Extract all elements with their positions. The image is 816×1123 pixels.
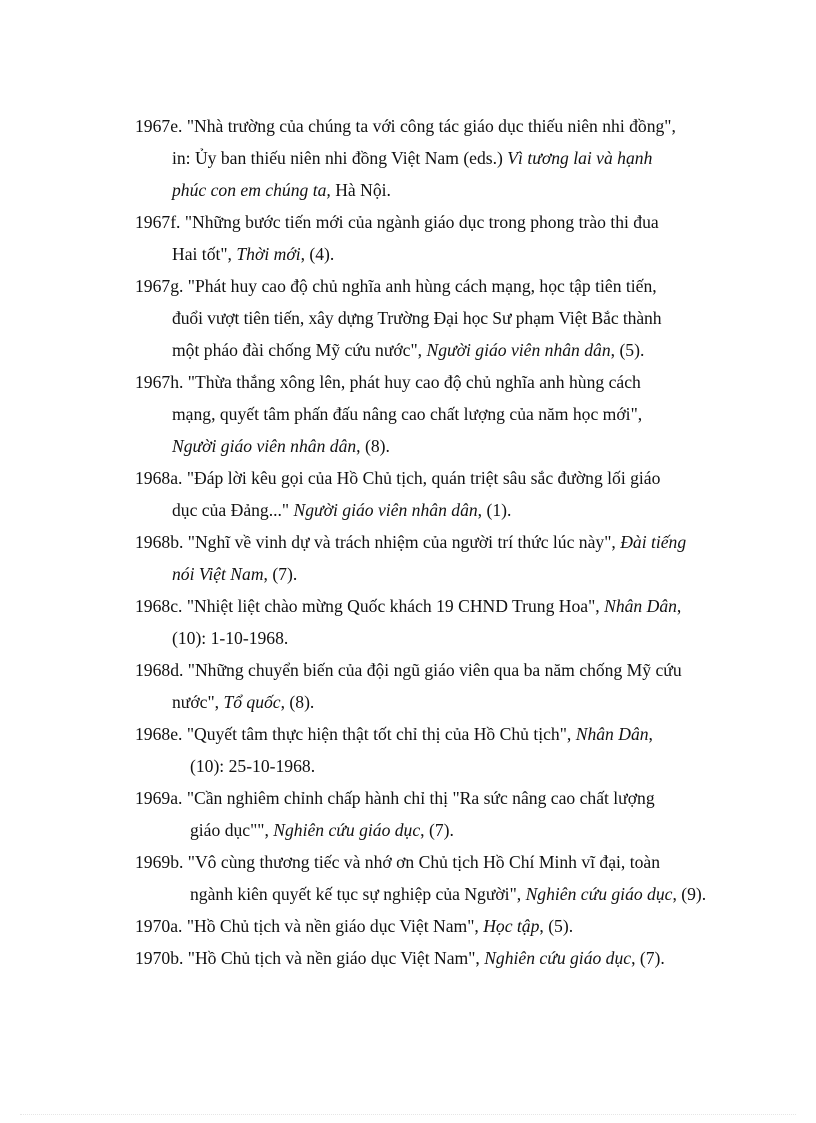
entry-text: "Nhiệt liệt chào mừng Quốc khách 19 CHND Trung Hoa", — [186, 596, 605, 616]
entry-continuation — [135, 814, 739, 846]
entry-continuation — [135, 334, 739, 366]
entry-title-italic: Thời mới — [236, 244, 301, 264]
entry-continuation — [135, 238, 739, 270]
entry-text: "Thừa thắng xông lên, phát huy cao độ chủ nghĩa anh hùng cách — [187, 372, 641, 392]
entry-text: , (5). — [539, 916, 574, 936]
entry-continuation — [135, 142, 739, 174]
entry-title-italic: Người giáo viên nhân dân — [293, 500, 478, 520]
entry-continuation: mạng, quyết tâm phấn đấu nâng cao chất lượng của năm học mới", — [172, 404, 643, 424]
entry-continuation — [135, 878, 739, 910]
entry-title-italic: nói Việt Nam — [172, 564, 264, 584]
entry-label: 1967h. — [135, 372, 184, 392]
entry-text: ngành kiên quyết kế tục sự nghiệp của Người", — [190, 884, 526, 904]
entry-text: "Hồ Chủ tịch và nền giáo dục Việt Nam", — [186, 916, 484, 936]
entry-text: , (7). — [631, 948, 665, 968]
bibliography-entry-1970b — [135, 942, 739, 974]
entry-text: "Những chuyển biến của đội ngũ giáo viên qua ba năm chống Mỹ cứu — [187, 660, 682, 680]
entry-text: giáo dục"", — [190, 820, 274, 840]
entry-continuation: (10): 1-10-1968. — [172, 628, 289, 648]
entry-text: một pháo đài chống Mỹ cứu nước", — [172, 340, 427, 360]
entry-text: "Vô cùng thương tiếc và nhớ ơn Chủ tịch Hồ Chí Minh vĩ đại, toàn — [187, 852, 661, 872]
entry-title-italic: Nghiên cứu giáo dục — [484, 948, 632, 968]
entry-continuation — [135, 494, 739, 526]
bibliography-list — [135, 110, 739, 974]
entry-text: in: Ủy ban thiếu niên nhi đồng Việt Nam (eds.) — [172, 148, 508, 168]
entry-title-italic: Học tập — [483, 916, 540, 936]
entry-text: nước", — [172, 692, 224, 712]
entry-text: , — [648, 724, 653, 744]
entry-title-italic: Nghiên cứu giáo dục — [273, 820, 421, 840]
entry-text: , (1). — [477, 500, 512, 520]
entry-text: Hai tốt", — [172, 244, 237, 264]
entry-text: , (9). — [672, 884, 707, 904]
bibliography-entry-1968c — [135, 590, 739, 654]
bibliography-entry-1967e — [135, 110, 739, 206]
bibliography-entry-1968a — [135, 462, 739, 526]
entry-label: 1970b. — [135, 948, 184, 968]
entry-continuation — [135, 558, 739, 590]
entry-text: dục của Đảng..." — [172, 500, 294, 520]
entry-text: "Cần nghiêm chỉnh chấp hành chỉ thị "Ra sức nâng cao chất lượng — [186, 788, 655, 808]
bibliography-entry-1969a — [135, 782, 739, 846]
entry-continuation: đuổi vượt tiên tiến, xây dựng Trường Đại học Sư phạm Việt Bắc thành — [172, 308, 662, 328]
entry-text: , (7). — [263, 564, 298, 584]
entry-title-italic: Đài tiếng — [620, 532, 687, 552]
entry-text: "Phát huy cao độ chủ nghĩa anh hùng cách mạng, học tập tiên tiến, — [187, 276, 657, 296]
entry-title-italic: Nghiên cứu giáo dục — [525, 884, 673, 904]
entry-title-italic: phúc con em chúng ta, — [172, 180, 331, 200]
page-bottom-divider — [20, 1114, 796, 1115]
entry-label: 1967e. — [135, 116, 183, 136]
entry-label: 1970a. — [135, 916, 183, 936]
entry-title-italic: Người giáo viên nhân dân — [426, 340, 611, 360]
entry-text: , (8). — [356, 436, 390, 456]
entry-text: "Nghĩ về vinh dự và trách nhiệm của người trí thức lúc này", — [187, 532, 621, 552]
bibliography-entry-1968e — [135, 718, 739, 782]
entry-text: , (8). — [280, 692, 315, 712]
entry-text: , — [676, 596, 682, 616]
entry-text: "Những bước tiến mới của ngành giáo dục trong phong trào thi đua — [184, 212, 659, 232]
bibliography-entry-1968d — [135, 654, 739, 718]
bibliography-entry-1967g — [135, 270, 739, 366]
entry-title-italic: Người giáo viên nhân dân — [172, 436, 357, 456]
entry-label: 1967g. — [135, 276, 184, 296]
entry-title-italic: Nhân Dân — [604, 596, 677, 616]
entry-label: 1967f. — [135, 212, 181, 232]
entry-text: "Quyết tâm thực hiện thật tốt chỉ thị của Hồ Chủ tịch", — [186, 724, 576, 744]
entry-continuation: (10): 25-10-1968. — [190, 756, 316, 776]
bibliography-entry-1970a — [135, 910, 739, 942]
entry-text: "Đáp lời kêu gọi của Hồ Chủ tịch, quán triệt sâu sắc đường lối giáo — [186, 468, 661, 488]
bibliography-entry-1967h — [135, 366, 739, 462]
entry-title-italic: Vì tương lai và hạnh — [507, 148, 653, 168]
entry-continuation — [135, 430, 739, 462]
entry-title-italic: Nhân Dân — [575, 724, 649, 744]
entry-text: "Nhà trường của chúng ta với công tác giáo dục thiếu niên nhi đồng", — [186, 116, 676, 136]
entry-label: 1968e. — [135, 724, 183, 744]
entry-label: 1968d. — [135, 660, 184, 680]
entry-text: , (5). — [610, 340, 645, 360]
entry-continuation — [135, 686, 739, 718]
entry-label: 1968a. — [135, 468, 183, 488]
entry-label: 1969a. — [135, 788, 183, 808]
bibliography-entry-1969b — [135, 846, 739, 910]
entry-text: Hà Nội. — [330, 180, 391, 200]
entry-label: 1969b. — [135, 852, 184, 872]
entry-continuation — [135, 174, 739, 206]
bibliography-entry-1968b — [135, 526, 739, 590]
entry-text: "Hồ Chủ tịch và nền giáo dục Việt Nam", — [187, 948, 485, 968]
entry-title-italic: Tổ quốc — [223, 692, 281, 712]
entry-text: , (7). — [420, 820, 454, 840]
entry-label: 1968b. — [135, 532, 184, 552]
entry-text: , (4). — [300, 244, 335, 264]
bibliography-entry-1967f — [135, 206, 739, 270]
entry-label: 1968c. — [135, 596, 183, 616]
